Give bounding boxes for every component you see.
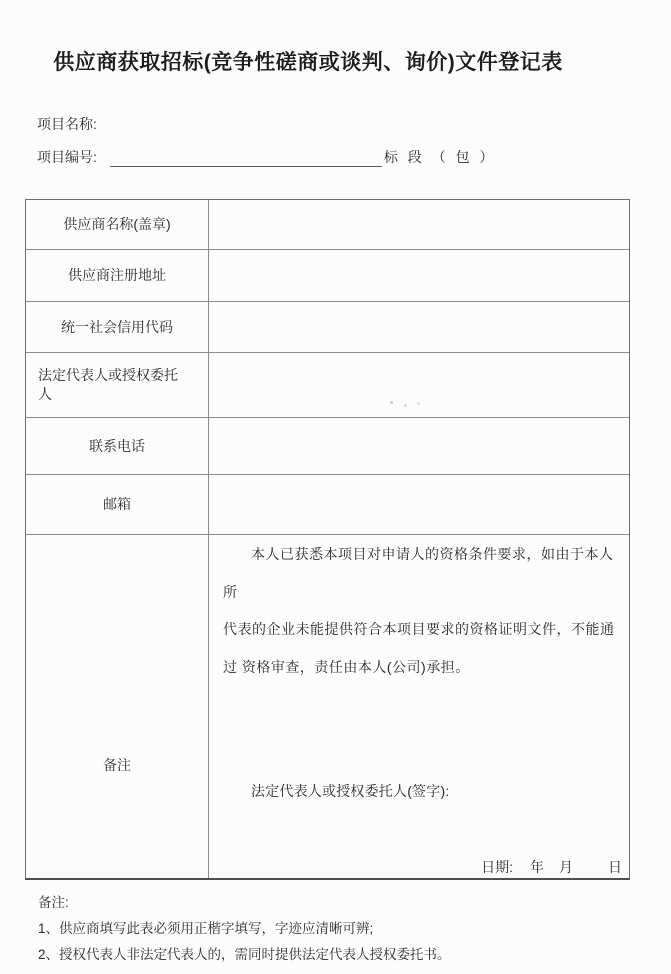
month-label: 月 [559, 859, 573, 875]
remark-label: 备注 [26, 535, 209, 878]
project-name-row [37, 114, 97, 134]
day-label: 日 [608, 859, 622, 875]
registration-table [25, 199, 630, 880]
section-package-label: 标 段 （ 包 ） [383, 149, 497, 165]
date-label: 日期: [481, 859, 513, 875]
footnote-item: 2、授权代表人非法定代表人的，需同时提供法定代表人授权委托书。 [38, 947, 451, 962]
field-label: 法定代表人或授权委托人 [26, 353, 209, 417]
statement-line: 代表的企业未能提供符合本项目要求的资格证明文件，不能通 [223, 621, 615, 637]
field-value-cell [209, 418, 629, 474]
scan-smudge [390, 401, 393, 404]
field-label: 邮箱 [26, 475, 209, 534]
signature-label: 法定代表人或授权委托人(签字): [251, 783, 450, 799]
field-label: 供应商注册地址 [26, 250, 209, 301]
footnote-item: 1、供应商填写此表必须用正楷字填写，字迹应清晰可辨; [38, 921, 374, 936]
date-line [481, 857, 622, 877]
field-label: 供应商名称(盖章) [26, 200, 209, 249]
field-value-cell [209, 250, 629, 301]
table-row-legal-representative [26, 353, 629, 418]
statement-line: 本人已获悉本项目对申请人的资格条件要求，如由于本人 [251, 546, 614, 562]
table-row-email [26, 475, 629, 535]
statement-line: 过 资格审查，责任由本人(公司)承担。 [223, 658, 470, 675]
year-label: 年 [530, 859, 544, 875]
table-row-supplier-name [26, 200, 629, 250]
table-row-registered-address [26, 250, 629, 302]
project-number-blank [110, 152, 382, 167]
table-row-credit-code [26, 302, 629, 353]
remark-content-cell [209, 535, 629, 878]
field-value-cell [209, 302, 629, 352]
field-value-cell [209, 200, 629, 249]
project-number-row [37, 147, 496, 167]
field-value-cell [209, 353, 629, 417]
project-number-label: 项目编号: [37, 149, 97, 165]
field-label: 统一社会信用代码 [26, 302, 209, 352]
field-label: 联系电话 [26, 418, 209, 474]
qualification-statement [223, 536, 615, 686]
footnotes [38, 895, 451, 963]
statement-line: 所 [223, 583, 238, 600]
table-row-remarks [26, 535, 629, 878]
page-title: 供应商获取招标(竞争性磋商或谈判、询价)文件登记表 [53, 51, 563, 74]
footnotes-heading: 备注: [38, 895, 69, 910]
project-name-label: 项目名称: [37, 116, 97, 132]
field-value-cell [209, 475, 629, 534]
table-row-phone [26, 418, 629, 475]
